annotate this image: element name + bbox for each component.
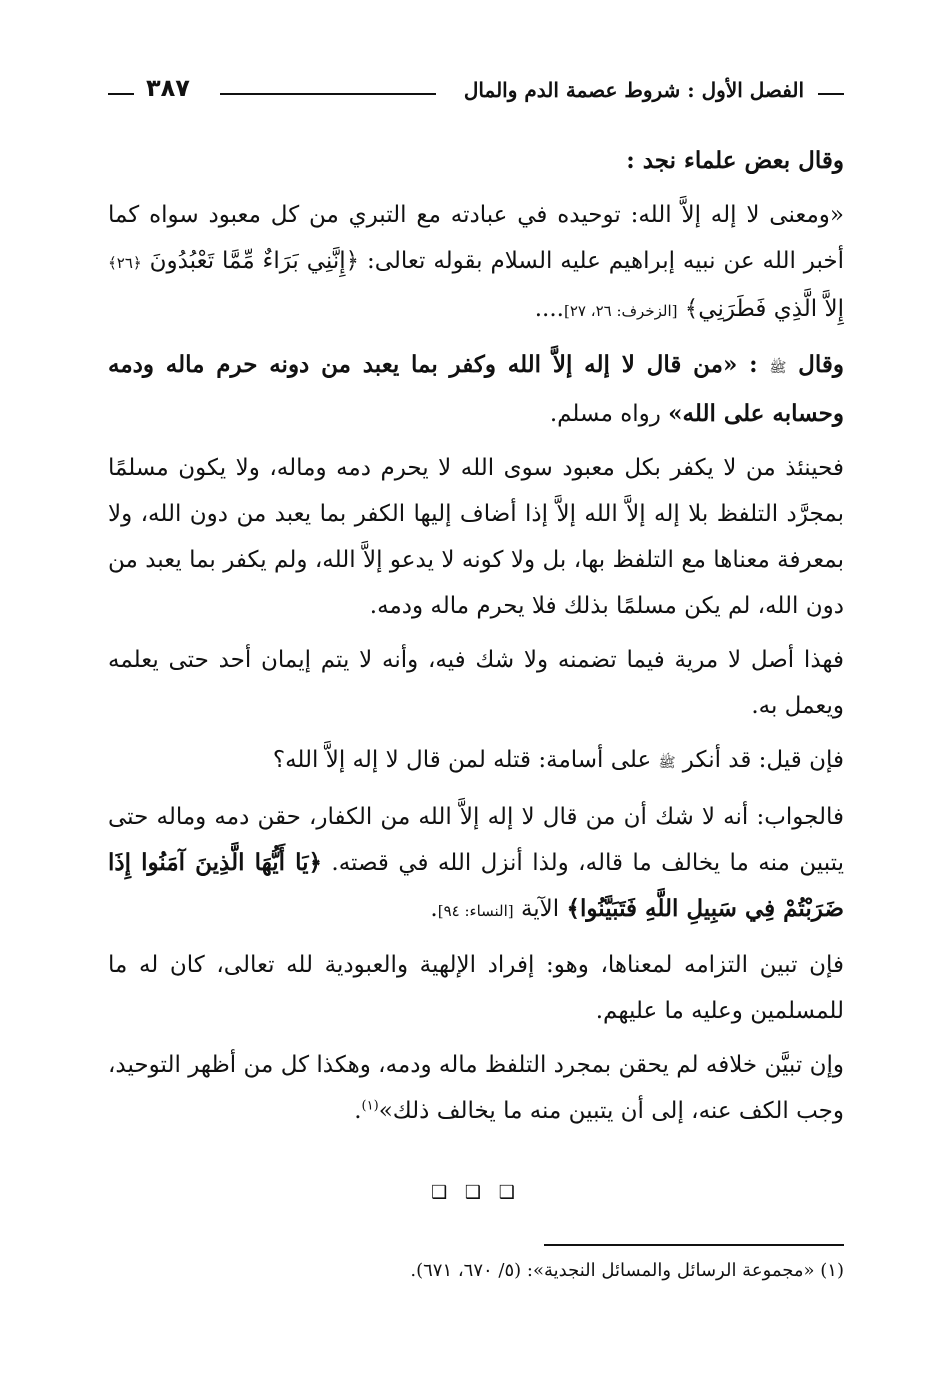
paragraph-2-text-b: : «من قال لا إله إلاَّ الله وكفر بما يعبد من دونه حرم ماله ودمه وحسابه على الله» bbox=[108, 351, 844, 427]
running-header bbox=[108, 72, 844, 112]
paragraph-6-text-a: فالجواب: أنه لا شك أن من قال لا إله إلاَّ الله من الكفار، حقن دمه وماله حتى يتبين منه ما يخالف ما قاله، ولذا أنزل الله في قصته. bbox=[108, 804, 844, 876]
paragraph-8-text-a: وإن تبيَّن خلافه لم يحقن بمجرد التلفظ ماله ودمه، وهكذا كل من أظهر التوحيد، وجب الكف عنه، إلى أن يتبين منه ما يخالف ذلك» bbox=[108, 1052, 845, 1124]
paragraph-1 bbox=[108, 192, 844, 334]
footnote-marker[interactable]: (١) bbox=[361, 1098, 379, 1114]
paragraph-heading: وقال بعض علماء نجد : bbox=[626, 147, 844, 174]
paragraph-2-text-a: وقال bbox=[786, 351, 844, 378]
paragraph-6 bbox=[108, 794, 844, 934]
header-dash-right bbox=[818, 93, 844, 95]
paragraph-5 bbox=[108, 737, 844, 786]
footnote: (١) «مجموعة الرسائل والمسائل النجدية»: (٥/ ٦٧٠، ٦٧١). bbox=[410, 1260, 844, 1281]
header-rule bbox=[220, 93, 436, 95]
paragraph-1-text-a: «ومعنى لا إله إلاَّ الله: توحيده في عبادته مع التبري من كل معبود سواه كما أخبر الله عن نبيه إبراهيم عليه السلام بقوله تعالى: ﴿إِنَّنِي بَرَاءٌ مِّمَّا تَعْبُدُونَ bbox=[108, 202, 844, 274]
paragraph-6-text-c: . bbox=[430, 896, 438, 922]
header-chapter-title: الفصل الأول : شروط عصمة الدم والمال bbox=[463, 78, 804, 102]
paragraph-1-text-b: إِلاَّ الَّذِي فَطَرَنِي﴾ bbox=[677, 296, 844, 322]
paragraph-8 bbox=[108, 1042, 844, 1134]
paragraph-2 bbox=[108, 342, 844, 437]
paragraph-3: فحينئذ من لا يكفر بكل معبود سوى الله لا يحرم دمه وماله، ولا يكون مسلمًا بمجرَّد التلفظ بلا إله إلاَّ الله إلاَّ إذا أضاف إليها الكفر بما يعبد من دون الله، ولا بمعرفة معناها مع التلفظ بها، بل ولا كونه لا يدعو إلاَّ الله، ولم يكفر بما يعبد من دون الله، لم يكن مسلمًا بذلك فلا يحرم ماله ودمه. bbox=[108, 455, 844, 619]
footnote-rule bbox=[544, 1244, 844, 1246]
verse-reference-2: [النساء: ٩٤] bbox=[437, 902, 514, 920]
salawat-glyph-2: ﷺ bbox=[658, 755, 676, 771]
section-ornament: ❑ ❑ ❑ bbox=[431, 1182, 521, 1203]
salawat-glyph: ﷺ bbox=[769, 360, 787, 376]
paragraph-5-text-a: فإن قيل: قد أنكر bbox=[675, 747, 844, 773]
paragraph-2-text-c: رواه مسلم. bbox=[549, 401, 669, 427]
paragraph-4: فهذا أصل لا مرية فيما تضمنه ولا شك فيه، وأنه لا يتم إيمان أحد حتى يعلمه ويعمل به. bbox=[108, 647, 844, 719]
body-text bbox=[108, 138, 844, 1142]
header-dash-left bbox=[108, 93, 134, 95]
paragraph-8-text-b: . bbox=[354, 1098, 362, 1124]
paragraph-7: فإن تبين التزامه لمعناها، وهو: إفراد الإلهية والعبودية لله تعالى، كان له ما للمسلمين وعليه ما عليهم. bbox=[108, 952, 844, 1024]
verse-number: ﴿٢٦﴾ bbox=[108, 254, 142, 272]
verse-text: ﴿يَا أَيُّهَا الَّذِينَ آمَنُوا إِذَا ضَرَبْتُمْ فِي سَبِيلِ اللَّهِ فَتَبَيَّنُوا﴾ bbox=[108, 849, 844, 922]
paragraph-1-text-c: .... bbox=[534, 296, 564, 322]
book-page bbox=[108, 60, 844, 1360]
paragraph-5-text-b: على أسامة: قتله لمن قال لا إله إلاَّ الله؟ bbox=[272, 747, 659, 773]
verse-reference: [الزخرف: ٢٦، ٢٧] bbox=[563, 302, 678, 320]
page-number: ٣٨٧ bbox=[146, 74, 190, 102]
paragraph-6-text-b: الآية bbox=[513, 896, 567, 922]
